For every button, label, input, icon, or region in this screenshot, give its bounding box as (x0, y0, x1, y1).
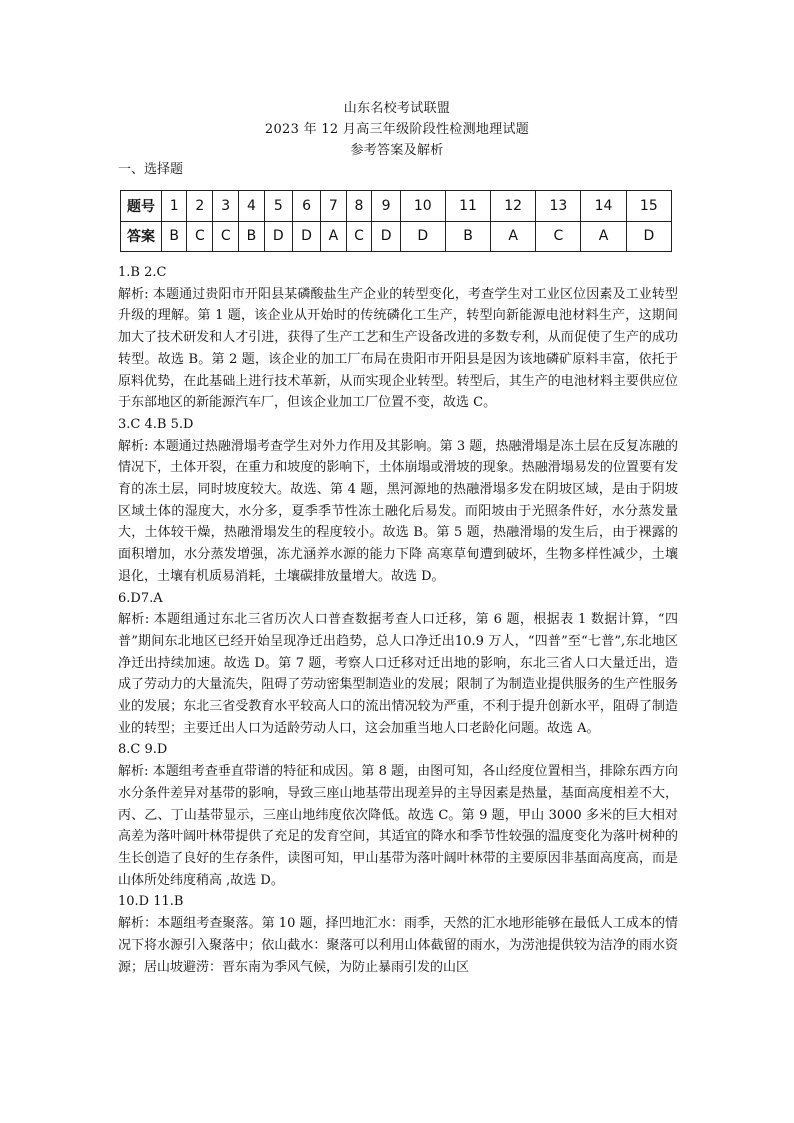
answer-row (121, 221, 672, 252)
question-number-cell: 2 (187, 191, 213, 222)
question-number-cell: 14 (581, 191, 626, 222)
exam-title: 2023 年 12 月高三年级阶段性检测地理试题 (264, 122, 530, 137)
question-number-cell: 4 (239, 191, 264, 222)
answer-explanation: 解析: 本题通过热融滑塌考查学生对外力作用及其影响。第 3 题，热融滑塌是冻土层在反复冻融的情况下，土体开裂，在重力和坡度的影响下，土体崩塌或滑坡的现象。热融滑塌易发的位置要有发育的冻土层，同时坡度较大。故选、第 4 题，黑河源地的热融滑塌多发在阴坡区域，是由于阴坡区域土体的湿度大，水分多，夏季季节性冻土融化后易发。而阳坡由于光照条件好，水分蒸发量大，土体较干燥，热融滑塌发生的程度较小。故选 B。第 5 题，热融滑塌的发生后，由于裸露的面积增加，水分蒸发增强，冻尤涵养水源的能力下降 高寒草甸遭到破坏，生物多样性减少，土壤退化，土壤有机质易消耗，土壤碳排放量增大。故选 D。 (118, 438, 678, 584)
question-number-row (121, 191, 672, 222)
question-number-cell: 10 (400, 191, 445, 222)
answer-cell: B (239, 221, 264, 252)
answer-cell: C (187, 221, 213, 252)
question-number-cell: 1 (162, 191, 187, 222)
answer-group-heading: 10.D 11.B (118, 894, 184, 910)
answer-explanation: 解析: 本题组考查垂直带谱的特征和成因。第 8 题，由图可知，各山经度位置相当，排除东西方向水分条件差异对基带的影响，导致三座山地基带出现差异的主导因素是热量，基面高度相差不大，丙、乙、丁山基带显示，三座山地纬度依次降低。故选 C。第 9 题，甲山 3000 多米的巨大相对高差为落叶阔叶林带提供了充足的发育空间，其适宜的降水和季节性较强的温度变化为落叶树种的生长创造了良好的生存条件，读图可知，甲山基带为落叶阔叶林带的主要原因非基面高度高，而是山体所处纬度稍高 ,故选 D。 (118, 764, 678, 888)
answer-explanation: 解析：本题组考查聚落。第 10 题，择凹地汇水：雨季，天然的汇水地形能够在最低人工成本的情况下将水源引入聚落中；依山截水：聚落可以利用山体截留的雨水，为涝池提供较为洁净的雨水资源；居山坡避涝：晋东南为季风气候，为防止暴雨引发的山区 (118, 916, 678, 975)
question-number-cell: 5 (264, 191, 292, 222)
answer-group-heading: 1.B 2.C (118, 265, 167, 280)
title-block (0, 98, 794, 161)
answer-table (120, 190, 672, 252)
question-number-cell: 9 (372, 191, 400, 222)
answer-group-heading: 3.C 4.B 5.D (118, 416, 194, 432)
answer-cell: A (581, 221, 626, 252)
answer-cell: D (372, 221, 400, 252)
answer-group-heading: 8.C 9.D (118, 742, 168, 758)
section-heading: 一、选择题 (118, 162, 184, 177)
question-number-cell: 8 (346, 191, 372, 222)
question-number-cell: 12 (491, 191, 536, 222)
answer-cell: D (292, 221, 320, 252)
answer-cell: B (445, 221, 490, 252)
answer-cell: D (400, 221, 445, 252)
answer-cell: C (346, 221, 372, 252)
question-number-cell: 13 (536, 191, 581, 222)
exam-union-title: 山东名校考试联盟 (343, 101, 451, 116)
answer-cell: B (162, 221, 187, 252)
question-number-cell: 7 (321, 191, 346, 222)
answer-cell: D (264, 221, 292, 252)
question-number-label: 题号 (121, 191, 162, 222)
answer-cell: A (321, 221, 346, 252)
question-number-cell: 3 (213, 191, 239, 222)
answer-label: 答案 (121, 221, 162, 252)
answer-group-heading: 6.D7.A (118, 590, 163, 606)
answer-cell: A (491, 221, 536, 252)
question-number-cell: 11 (445, 191, 490, 222)
explanations (118, 262, 678, 978)
answer-cell: C (536, 221, 581, 252)
answer-cell: D (626, 221, 671, 252)
question-number-cell: 6 (292, 191, 320, 222)
answer-explanation: 解析: 本题组通过东北三省历次人口普查数据考查人口迁移，第 6 题，根据表 1 数据计算，“四普”期间东北地区已经开始呈现净迁出趋势，总人口净迁出10.9 万人，“四普”至“七普”,东北地区净迁出持续加速。故选 D。第 7 题，考察人口迁移对迁出地的影响，东北三省人口大量迁出，造成了劳动力的大量流失，阻碍了劳动密集型制造业的发展；限制了为制造业提供服务的生产性服务业的发展；东北三省受教育水平较高人口的流出情况较为严重，不利于提升创新水平，阻碍了制造业的转型；主要迁出人口为适龄劳动人口，这会加重当地人口老龄化问题。故选 A。 (118, 612, 678, 736)
question-number-cell: 15 (626, 191, 671, 222)
answer-key-title: 参考答案及解析 (350, 143, 444, 158)
answer-explanation: 解析: 本题通过贵阳市开阳县某磷酸盐生产企业的转型变化，考查学生对工业区位因素及工业转型升级的理解。第 1 题，该企业从开始时的传统磷化工生产，转型向新能源电池材料生产，这期间加大了技术研发和人才引进，获得了生产工艺和生产设备改进的多数专利，从而促使了生产的成功转型。故选 B。第 2 题，该企业的加工厂布局在贵阳市开阳县是因为该地磷矿原料丰富，依托于原料优势，在此基础上进行技术革新，从而实现企业转型。转型后，其生产的电池材料主要供应位于东部地区的新能源汽车厂，但该企业加工厂位置不变，故选 C。 (118, 286, 678, 411)
answer-cell: C (213, 221, 239, 252)
